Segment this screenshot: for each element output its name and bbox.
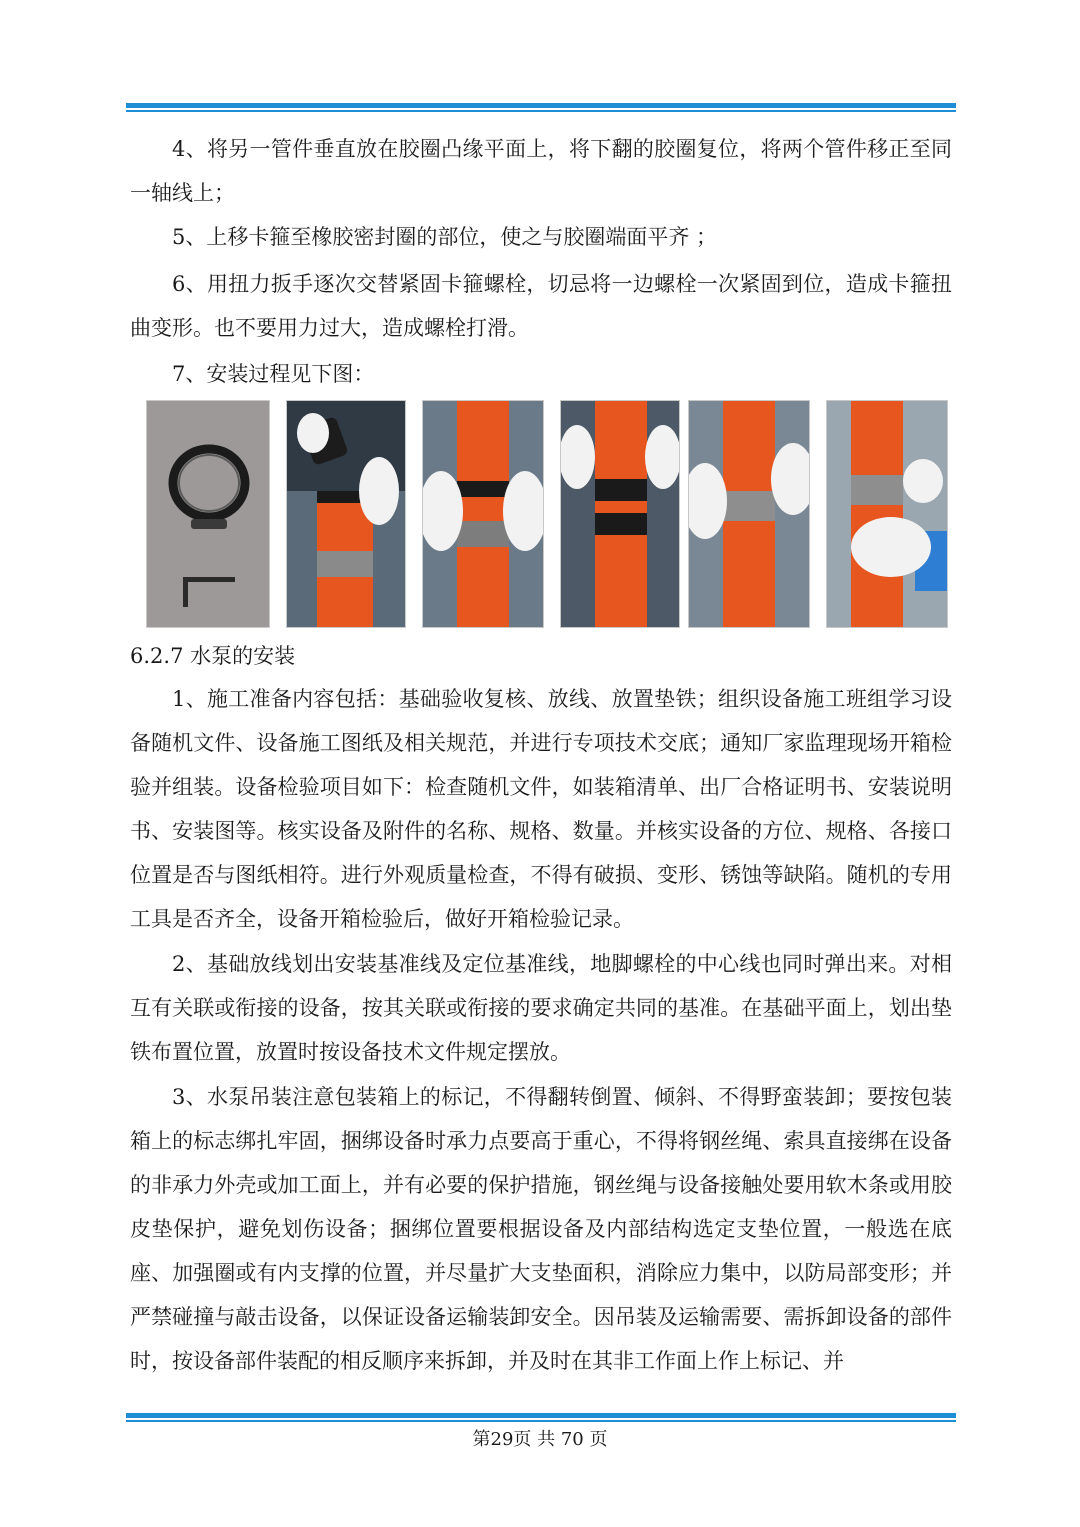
paragraph-step-7: 7、安装过程见下图： — [172, 362, 375, 386]
photo-place-clamp — [688, 400, 810, 628]
paragraph-item-1: 1、施工准备内容包括：基础验收复核、放线、放置垫铁；组织设备施工班组学习设备随机文件、设备施工图纸及相关规范，并进行专项技术交底；通知厂家监理现场开箱检验并组装。设备检验项目如下：检查随机文件，如装箱清单、出厂合格证明书、安装说明书、安装图等。核实设备及附件的名称、规格、数量。并核实设备的方位、规格、各接口位置是否与图纸相符。进行外观质量检查，不得有破损、变形、锈蚀等缺陷。随机的专用工具是否齐全，设备开箱检验后，做好开箱检验记录。 — [130, 687, 952, 931]
paragraph-step-4: 4、将另一管件垂直放在胶圈凸缘平面上，将下翻的胶圈复位，将两个管件移正至同一轴线上； — [130, 137, 952, 205]
photo-fit-rubber-sleeve — [286, 400, 406, 628]
photo-position-sleeve — [560, 400, 680, 628]
paragraph-item-2: 2、基础放线划出安装基准线及定位基准线，地脚螺栓的中心线也同时弹出来。对相互有关联或衔接的设备，按其关联或衔接的要求确定共同的基准。在基础平面上，划出垫铁布置位置，放置时按设备技术文件规定摆放。 — [130, 952, 952, 1064]
page-number: 第29页 共 70 页 — [472, 1429, 608, 1450]
photo-align-pipes — [422, 400, 544, 628]
installation-photo-strip — [146, 400, 948, 628]
paragraph-step-5: 5、上移卡箍至橡胶密封圈的部位，使之与胶圈端面平齐 ； — [172, 225, 718, 249]
header-rule — [126, 103, 956, 112]
paragraph-item-3: 3、水泵吊装注意包装箱上的标记，不得翻转倒置、倾斜、不得野蛮装卸；要按包装箱上的标志绑扎牢固，捆绑设备时承力点要高于重心，不得将钢丝绳、索具直接绑在设备的非承力外壳或加工面上，并有必要的保护措施，钢丝绳与设备接触处要用软木条或用胶皮垫保护，避免划伤设备；捆绑位置要根据设备及内部结构选定支垫位置，一般选在底座、加强圈或有内支撑的位置，并尽量扩大支垫面积，消除应力集中，以防局部变形；并严禁碰撞与敲击设备，以保证设备运输装卸安全。因吊装及运输需要、需拆卸设备的部件时，按设备部件装配的相反顺序来拆卸，并及时在其非工作面上作上标记、并 — [130, 1085, 952, 1373]
photo-tighten-clamp — [826, 400, 948, 628]
photo-clamp-and-wrench — [146, 400, 270, 628]
footer-rule — [126, 1413, 956, 1422]
section-heading: 6.2.7 水泵的安装 — [130, 644, 296, 668]
paragraph-step-6: 6、用扭力扳手逐次交替紧固卡箍螺栓，切忌将一边螺栓一次紧固到位，造成卡箍扭曲变形。也不要用力过大，造成螺栓打滑。 — [130, 272, 952, 340]
